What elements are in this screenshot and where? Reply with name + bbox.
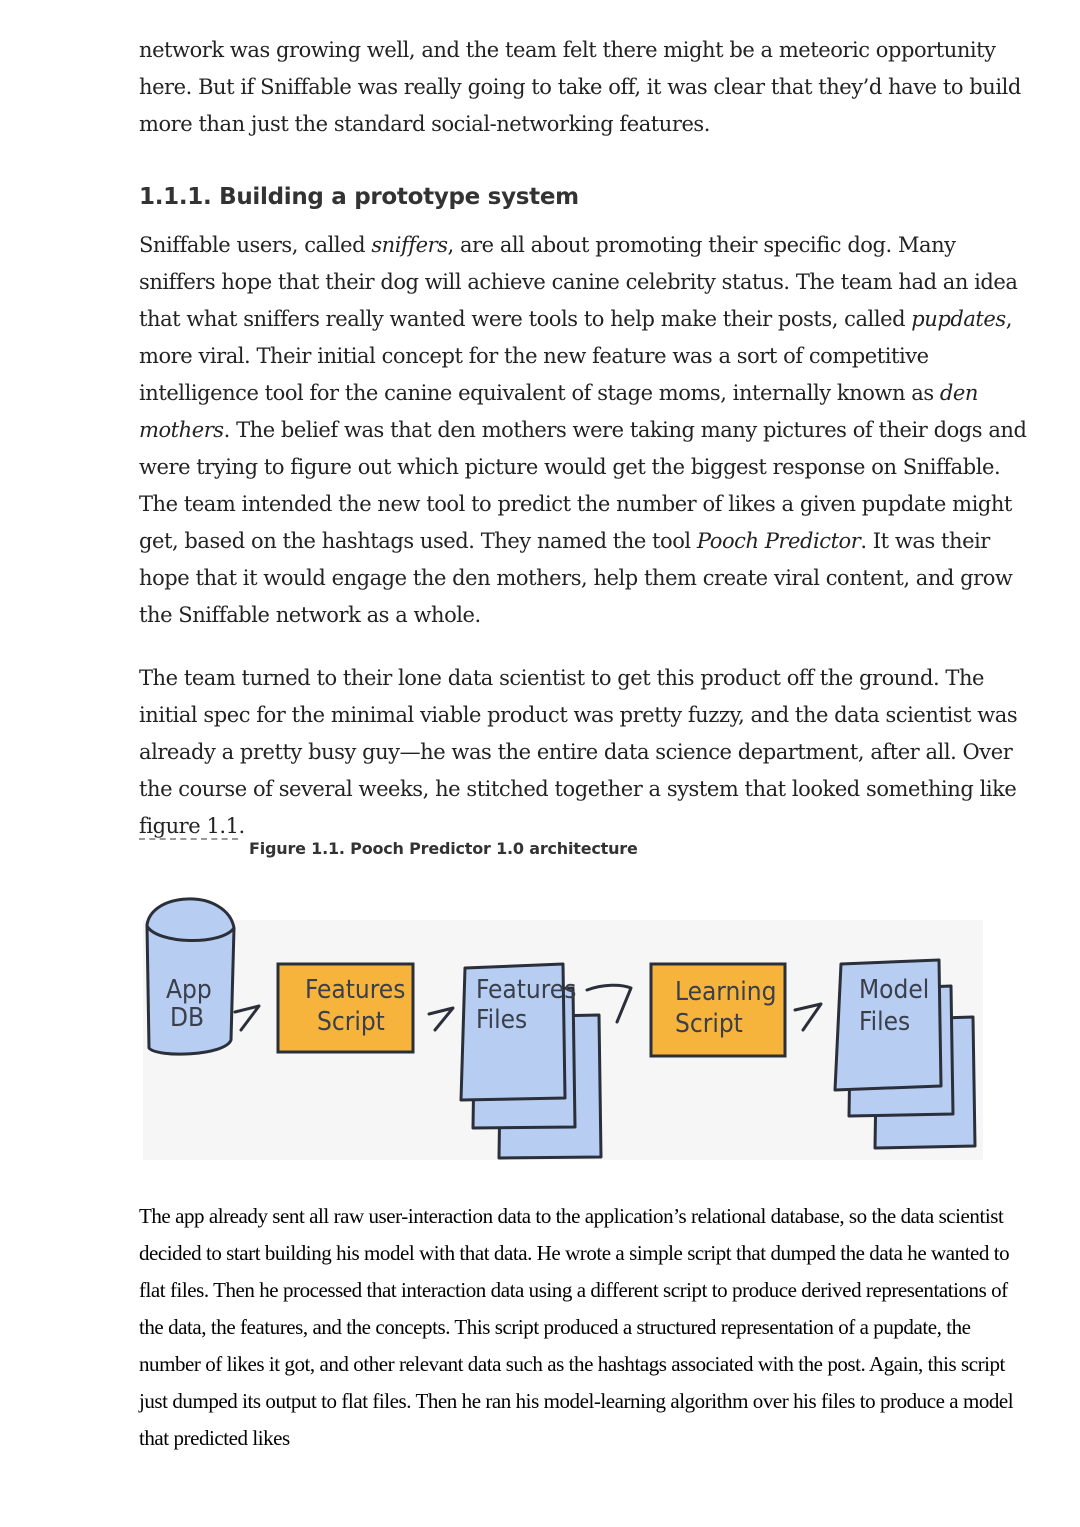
figure-reference-link[interactable]: figure 1.1 bbox=[139, 814, 239, 838]
app-db-label-line2: DB bbox=[170, 1003, 205, 1033]
app-db-label-line1: App bbox=[166, 975, 212, 1005]
term-den-mothers: den mothers bbox=[139, 381, 978, 442]
model-files-label-line1: Model bbox=[859, 975, 930, 1005]
term-sniffers: sniffers bbox=[371, 233, 448, 257]
features-script-label-line1: Features bbox=[305, 975, 406, 1005]
app-db-cylinder bbox=[147, 899, 234, 1054]
features-script-label-line2: Script bbox=[317, 1007, 385, 1037]
term-pooch-predictor: Pooch Predictor bbox=[696, 529, 861, 553]
paragraph-data-scientist: The team turned to their lone data scientist to get this product off the ground. The initial spec for the minimal viable product was pretty fuzzy, and the data scientist was already a pretty busy guy—he was the entire data science department, after all. Over the course of several weeks, he stitched together a system that looked something like figure 1.1. bbox=[139, 666, 1018, 838]
learning-script-label-line1: Learning bbox=[675, 977, 777, 1007]
term-pupdates: pupdates bbox=[911, 307, 1006, 331]
page-content bbox=[139, 32, 1029, 845]
paragraph-raw-data-pipeline: The app already sent all raw user-interaction data to the application’s relational database, so the data scientist decided to start building his model with that data. He wrote a simple script that dumped the data he wanted to flat files. Then he processed that interaction data using a different script to produce derived representations of the data, the features, and the concepts. This script produced a structured representation of a pupdate, the number of likes it got, and other relevant data such as the hashtags associated with the post. Again, this script just dumped its output to flat files. Then he ran his model-learning algorithm over his files to produce a model that predicted likes bbox=[139, 1204, 1014, 1450]
learning-script-box bbox=[651, 964, 785, 1056]
features-script-box bbox=[278, 964, 413, 1052]
section-heading: 1.1.1. Building a prototype system bbox=[139, 184, 579, 210]
paragraph-prototype-concept: Sniffable users, called sniffers, are all about promoting their specific dog. Many sniffers hope that their dog will achieve canine celebrity status. The team had an idea that what sniffers really wanted were tools to help make their posts, called pupdates, more viral. Their initial concept for the new feature was a sort of competitive intelligence tool for the canine equivalent of stage moms, internally known as den mothers. The belief was that den mothers were taking many pictures of their dogs and were trying to figure out which picture would get the biggest response on Sniffable. The team intended the new tool to predict the number of likes a given pupdate might get, based on the hashtags used. They named the tool Pooch Predictor. It was their hope that it would engage the den mothers, help them create viral content, and grow the Sniffable network as a whole. bbox=[139, 233, 1027, 627]
features-files-label-line2: Files bbox=[476, 1005, 528, 1035]
intro-paragraph: network was growing well, and the team felt there might be a meteoric opportunity here. But if Sniffable was really going to take off, it was clear that they’d have to build more than just the standard social-networking features. bbox=[139, 38, 1021, 136]
architecture-diagram bbox=[135, 880, 985, 1160]
features-files-label-line1: Features bbox=[476, 975, 577, 1005]
architecture-diagram-svg bbox=[135, 880, 985, 1160]
figure-caption: Figure 1.1. Pooch Predictor 1.0 architecture bbox=[249, 839, 638, 858]
learning-script-label-line2: Script bbox=[675, 1009, 743, 1039]
model-files-label-line2: Files bbox=[859, 1007, 911, 1037]
